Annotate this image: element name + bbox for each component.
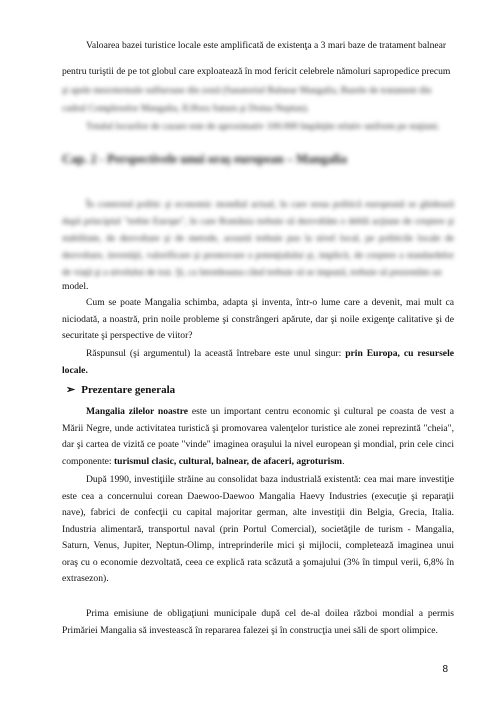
mangalia-bold-start: Mangalia zilelor noastre xyxy=(86,406,189,417)
mangalia-bold-end: turismul clasic, cultural, balnear, de afaceri, agroturism xyxy=(113,455,343,467)
paragraph-raspuns xyxy=(62,346,454,379)
raspuns-prefix: Răspunsul (şi argumentul) la această întrebare este unul singur: xyxy=(86,348,346,359)
raspuns-bold: prin Europa, cu resursele locale. xyxy=(62,348,454,376)
model-word: model. xyxy=(62,281,89,292)
top-paragraph-line-2: pentru turiştii de pe tot globul care exploatează în mod fericit celebrele nămoluri sapropedice precum xyxy=(62,66,451,77)
page-number: 8 xyxy=(442,664,448,675)
top-paragraph-line-5: Totalul locurilor de cazare este de aproximativ 100.000 împărţite relativ uniform pe staţiuni. xyxy=(86,121,440,132)
chapter-heading: Cap. 2 - Perspectivele unui oraş european – Mangalia xyxy=(62,152,347,166)
mangalia-end: . xyxy=(342,455,345,467)
top-paragraph-line-4: cadrul Complexelor Mangalia, II.Hora Saturn şi Doina-Neptun). xyxy=(62,103,309,114)
arrow-bullet-icon: ➢ xyxy=(66,384,76,396)
mangalia-text: este un important centru economic şi cultural pe coasta de vest a Mării Negre, unde activitatea turistică şi promovarea valenţelor turistice ale zonei reprezintă "cheia", dar şi cartea de vizită ce poate "vinde" imaginea oraşului la nivel european şi mondial, prin cele cinci componente: xyxy=(62,406,454,467)
top-paragraph-line-3: şi apele mezotermale sulfuroase din zonă (Sanatoriul Balnear Mangalia, Bazele de tratament din xyxy=(62,85,432,96)
section-title: Prezentare generala xyxy=(81,383,176,396)
paragraph-mangalia xyxy=(62,404,454,470)
paragraph-dupa-1990: După 1990, investiţiile străine au consolidat baza industrială existentă: cea mai mare investiţie este cea a concernului corean Daewoo-Daewoo Mangalia Haevy Industries (execuţie şi reparaţii nave), fabrici de confecţii cu capital majoritar german, alte investiţii din Belgia, Grecia, Italia. Industria alimentară, transportul naval (prin Portul Comercial), societăţile de turism - Mangalia, Saturn, Venus, Jupiter, Neptun-Olimp, intreprinderile mici şi mijlocii, completează imaginea unui oraş cu o economie dezvoltată, ceea ce explică rata scăzută a şomajului (3% în timpul verii, 6,8% în extrasezon). xyxy=(62,474,454,584)
section-prezentare xyxy=(66,383,175,396)
paragraph-cum-se-poate: Cum se poate Mangalia schimba, adapta şi inventa, într-o lume care a devenit, mai mult ca niciodată, a noastră, prin noile probleme şi constrângeri apărute, dar şi noile exigenţe calitative şi de securitate şi perspective de viitor? xyxy=(62,297,454,341)
paragraph-prima-emisiune: Prima emisiune de obligaţiuni municipale după cel de-al doilea război mondial a permis Primăriei Mangalia să investească în repararea falezei şi în construcţia unei săli de sport olimpice. xyxy=(62,608,454,636)
top-paragraph-line-1: Valoarea bazei turistice locale este amplificată de existenţa a 3 mari baze de tratament balnear xyxy=(86,40,447,51)
blurred-paragraph: În contextul politic şi economic mondial actual, în care noua politică europeană se ghidează după principiul "trebie Europe", în care România trebuie să dezvoltăm o deblă acţiune de creştere şi stabilitate, de dezvoltare şi de metode, această trebuie pus la nivel local, pe politicile locale de dezvoltare, investiţii, valorificare şi promovare a potenţialului şi, implicit, de creştere a standardelor de viaţă şi a nivelului de trai. Şi, ca întotdeauna când trebuie să se impună, trebuie să prezentăm un xyxy=(62,199,454,278)
